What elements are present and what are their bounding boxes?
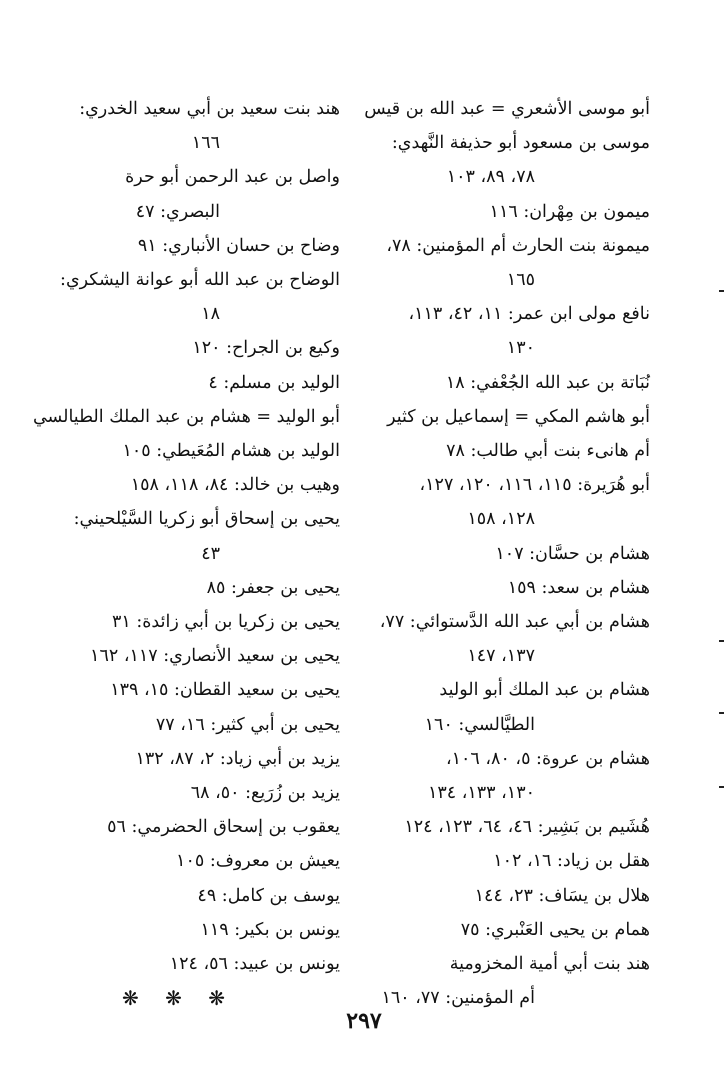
index-entry: [370, 844, 650, 878]
index-entry: [68, 502, 340, 570]
scan-edge-mark: [719, 712, 724, 714]
index-entry: [68, 776, 340, 810]
index-entry: [370, 947, 650, 1015]
index-entry-text: يزيد بن زُرَيع: ٥٠، ٦٨: [190, 783, 340, 804]
index-entry-text: هند بنت أبي أمية المخزومية: [449, 954, 650, 975]
index-entry: [370, 879, 650, 913]
index-entry: [68, 571, 340, 605]
index-entry: [68, 331, 340, 365]
index-entry-text: يعيش بن معروف: ١٠٥: [176, 851, 340, 872]
index-entry: [68, 229, 340, 263]
index-entry-text: يحيى بن إسحاق أبو زكريا السَّيْلحيني:: [73, 509, 340, 530]
index-entry-text: موسى بن مسعود أبو حذيفة النَّهدي:: [391, 133, 650, 154]
index-entry: [370, 434, 650, 468]
page-number: ٢٩٧: [346, 1008, 382, 1034]
index-entry-continuation: ١٣٧، ١٤٧: [467, 646, 535, 667]
index-column-left: [32, 92, 340, 1015]
index-entry-text: يزيد بن أبي زياد: ٢، ٨٧، ١٣٢: [135, 748, 340, 769]
index-entry: [370, 913, 650, 947]
index-entry-text: وكيع بن الجراح: ١٢٠: [192, 338, 340, 359]
index-entry-continuation: ١٦٥: [506, 270, 535, 291]
index-entry-continuation: ٧٨، ٨٩، ١٠٣: [446, 167, 535, 188]
index-entry-continuation: ١٣٠، ١٣٣، ١٣٤: [427, 783, 535, 804]
index-entry-text: أبو هُرَيرة: ١١٥، ١١٦، ١٢٠، ١٢٧،: [419, 475, 650, 496]
index-entry-text: يوسف بن كامل: ٤٩: [197, 885, 340, 906]
index-entry-text: هشام بن حسَّان: ١٠٧: [495, 543, 650, 564]
index-entry-text: يونس بن عبيد: ٥٦، ١٢٤: [169, 954, 340, 975]
index-entry: [68, 434, 340, 468]
index-entry: [60, 263, 340, 331]
index-entry: [370, 400, 650, 434]
index-entry: [364, 92, 650, 126]
index-column-right: [364, 92, 650, 1015]
index-entry-text: هند بنت سعيد بن أبي سعيد الخدري:: [79, 99, 340, 119]
index-entry-text: يونس بن بكير: ١١٩: [200, 919, 340, 940]
index-entry-text: هشام بن عروة: ٥، ٨٠، ١٠٦،: [445, 748, 650, 769]
index-entry: [370, 126, 650, 194]
index-entry-text: الوضاح بن عبد الله أبو عوانة اليشكري:: [60, 270, 340, 291]
index-entry-text: الوليد بن مسلم: ٤: [208, 372, 340, 393]
index-entry: [32, 400, 340, 434]
index-entry-continuation: ١٣٠: [506, 338, 535, 359]
index-entry-text: هشام بن عبد الملك أبو الوليد: [439, 680, 650, 701]
index-entry: [68, 879, 340, 913]
index-entry: [68, 605, 340, 639]
index-entry: [370, 297, 650, 365]
index-entry-text: يحيى بن زكريا بن أبي زائدة: ٣١: [111, 612, 340, 633]
index-entry-text: وضاح بن حسان الأنباري: ٩١: [137, 235, 340, 256]
index-entry: [370, 366, 650, 400]
index-entry-text: أبو الوليد = هشام بن عبد الملك الطيالسي: [32, 406, 340, 427]
index-entry-text: هشام بن أبي عبد الله الدَّستوائي: ٧٧،: [379, 612, 650, 633]
index-entry-continuation: ١٢٨، ١٥٨: [467, 509, 535, 530]
index-entry: [68, 947, 340, 981]
index-entry: [68, 366, 340, 400]
index-entry-continuation: أم المؤمنين: ٧٧، ١٦٠: [381, 988, 535, 1009]
index-entry: [370, 605, 650, 673]
index-entry-text: يحيى بن سعيد القطان: ١٥، ١٣٩: [110, 680, 340, 701]
index-entry-text: نافع مولى ابن عمر: ١١، ٤٢، ١١٣،: [408, 304, 650, 325]
index-entry: [68, 810, 340, 844]
scan-edge-mark: [719, 786, 724, 788]
index-entry: [68, 673, 340, 707]
index-entry-continuation: البصري: ٤٧: [135, 201, 220, 222]
index-entry: [370, 571, 650, 605]
index-entry-text: ميمون بن مِهْران: ١١٦: [489, 201, 650, 222]
index-entry-text: أم هانىء بنت أبي طالب: ٧٨: [446, 441, 650, 462]
index-entry-text: هُشَيم بن بَشِير: ٤٦، ٦٤، ١٢٣، ١٢٤: [404, 817, 650, 838]
index-entry: [68, 92, 340, 160]
index-entry-text: هشام بن سعد: ١٥٩: [507, 577, 650, 598]
index-entry-continuation: ٤٣: [201, 543, 220, 564]
index-entry-continuation: الطيَّالسي: ١٦٠: [424, 714, 535, 735]
index-entry-text: واصل بن عبد الرحمن أبو حرة: [125, 167, 340, 188]
index-entry-text: همام بن يحيى العَنْبري: ٧٥: [460, 919, 650, 940]
index-entry-text: يحيى بن أبي كثير: ١٦، ٧٧: [155, 714, 340, 735]
index-entry: [68, 913, 340, 947]
index-entry-text: هقل بن زياد: ١٦، ١٠٢: [493, 851, 650, 872]
section-end-marker: ❋ ❋ ❋: [122, 986, 235, 1011]
index-entry-continuation: ١٦٦: [191, 133, 220, 154]
index-entry-text: ميمونة بنت الحارث أم المؤمنين: ٧٨،: [386, 235, 650, 256]
index-entry-text: نُبَاتة بن عبد الله الجُعْفي: ١٨: [445, 372, 650, 393]
index-entry: [68, 160, 340, 228]
index-entry: [68, 468, 340, 502]
index-entry: [68, 742, 340, 776]
index-entry-text: أبو موسى الأشعري = عبد الله بن قيس: [364, 99, 650, 119]
scan-edge-mark: [719, 640, 724, 642]
index-entry: [370, 742, 650, 810]
index-entry-text: وهيب بن خالد: ٨٤، ١١٨، ١٥٨: [130, 475, 340, 496]
index-entry-text: الوليد بن هشام المُعَيطي: ١٠٥: [122, 441, 340, 462]
index-entry: [68, 639, 340, 673]
index-entry-text: يعقوب بن إسحاق الحضرمي: ٥٦: [107, 817, 340, 838]
index-entry-text: يحيى بن جعفر: ٨٥: [206, 577, 340, 598]
index-entry: [370, 673, 650, 741]
scan-edge-mark: [719, 290, 724, 292]
index-entry: [68, 844, 340, 878]
index-entry: [68, 708, 340, 742]
index-entry-continuation: ١٨: [201, 304, 220, 325]
index-entry: [370, 810, 650, 844]
index-entry: [370, 468, 650, 536]
index-entry-text: هلال بن يسَاف: ٢٣، ١٤٤: [474, 885, 650, 906]
index-entry: [370, 537, 650, 571]
index-entry-text: يحيى بن سعيد الأنصاري: ١١٧، ١٦٢: [90, 646, 340, 667]
index-entry: [370, 229, 650, 297]
index-entry: [370, 195, 650, 229]
index-entry-text: أبو هاشم المكي = إسماعيل بن كثير: [387, 406, 650, 427]
